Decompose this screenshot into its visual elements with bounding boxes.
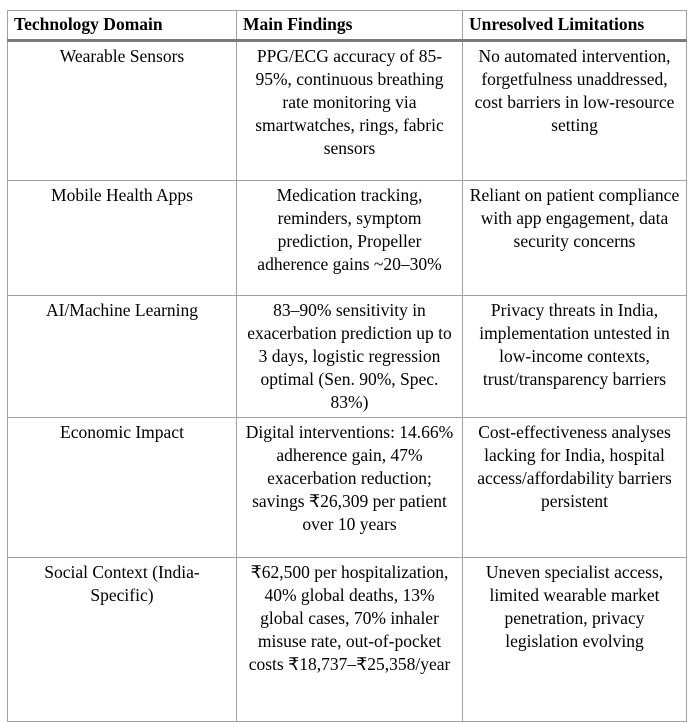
table-row [8, 558, 687, 722]
header-row [8, 11, 687, 41]
limitations-cell: Privacy threats in India, implementation untested in low-income contexts, trust/transparency barriers [463, 296, 687, 418]
table-row [8, 41, 687, 181]
findings-cell: 83–90% sensitivity in exacerbation prediction up to 3 days, logistic regression optimal (Sen. 90%, Spec. 83%) [237, 296, 463, 418]
findings-cell: Digital interventions: 14.66% adherence gain, 47% exacerbation reduction; savings ₹26,309 per patient over 10 years [237, 418, 463, 558]
findings-cell: Medication tracking, reminders, symptom prediction, Propeller adherence gains ~20–30% [237, 181, 463, 296]
table-row [8, 181, 687, 296]
table-row [8, 296, 687, 418]
findings-cell: PPG/ECG accuracy of 85-95%, continuous breathing rate monitoring via smartwatches, rings, fabric sensors [237, 41, 463, 181]
limitations-cell: Reliant on patient compliance with app engagement, data security concerns [463, 181, 687, 296]
domain-cell: Economic Impact [8, 418, 237, 558]
domain-cell: Wearable Sensors [8, 41, 237, 181]
domain-cell: Social Context (India-Specific) [8, 558, 237, 722]
table-row [8, 418, 687, 558]
findings-table [7, 10, 687, 722]
limitations-cell: Cost-effectiveness analyses lacking for India, hospital access/affordability barriers persistent [463, 418, 687, 558]
header-technology-domain: Technology Domain [8, 11, 237, 41]
header-unresolved-limitations: Unresolved Limitations [463, 11, 687, 41]
header-main-findings: Main Findings [237, 11, 463, 41]
domain-cell: Mobile Health Apps [8, 181, 237, 296]
limitations-cell: Uneven specialist access, limited wearable market penetration, privacy legislation evolving [463, 558, 687, 722]
limitations-cell: No automated intervention, forgetfulness unaddressed, cost barriers in low-resource setting [463, 41, 687, 181]
findings-cell: ₹62,500 per hospitalization, 40% global deaths, 13% global cases, 70% inhaler misuse rate, out-of-pocket costs ₹18,737–₹25,358/year [237, 558, 463, 722]
domain-cell: AI/Machine Learning [8, 296, 237, 418]
